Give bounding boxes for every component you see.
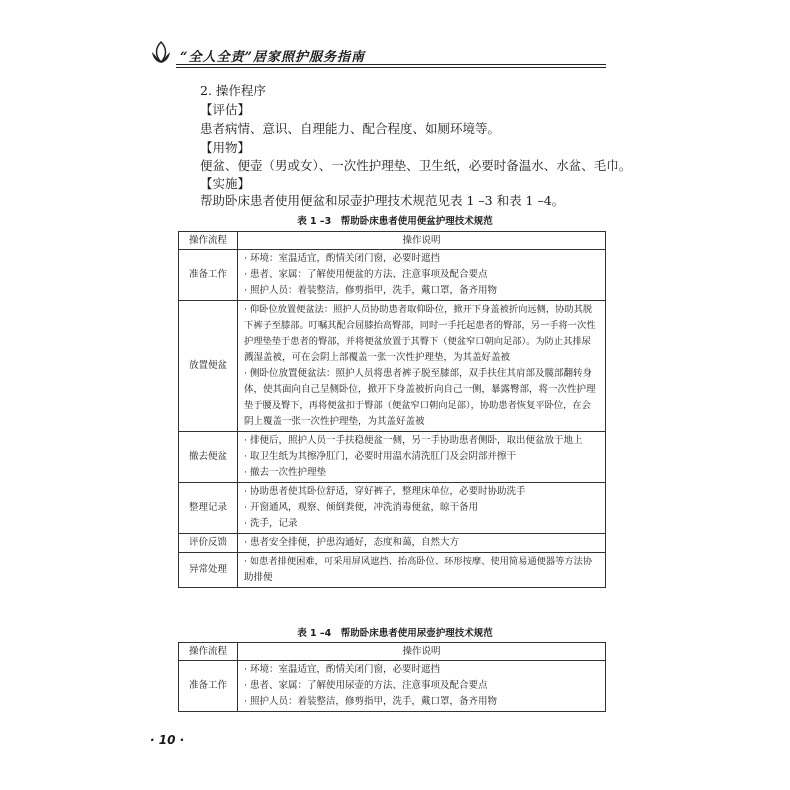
description-cell	[238, 483, 606, 534]
table-1-caption: 表 1 –3 帮助卧床患者使用便盆护理技术规范	[297, 216, 493, 227]
table-row	[179, 250, 606, 301]
description-line: · 照护人员：着装整洁，修剪指甲，洗手，戴口罩，备齐用物	[244, 285, 498, 296]
description-line: 助排便	[244, 572, 273, 583]
table-row	[179, 483, 606, 534]
description-line: · 环境：室温适宜，酌情关闭门窗，必要时遮挡	[244, 664, 441, 675]
step-cell: 准备工作	[179, 250, 238, 301]
column-header-description: 操作说明	[238, 643, 606, 661]
description-line: · 侧卧位放置便盆法：照护人员将患者裤子脱至膝部，双手扶住其肩部及髋部翻转身	[244, 368, 593, 379]
description-line: · 环境：室温适宜，酌情关闭门窗，必要时遮挡	[244, 253, 441, 264]
description-cell	[238, 301, 606, 432]
description-line: 体，使其面向自己呈侧卧位，掀开下身盖被折向自己一侧，暴露臀部，将一次性护理	[244, 384, 596, 395]
table-row	[179, 301, 606, 432]
step-cell: 整理记录	[179, 483, 238, 534]
description-cell	[238, 250, 606, 301]
description-line: · 照护人员：着装整洁，修剪指甲，洗手，戴口罩，备齐用物	[244, 696, 498, 707]
column-header-step: 操作流程	[179, 643, 238, 661]
description-line: 溅湿盖被，可在会阴上部覆盖一张一次性护理垫，为其盖好盖被	[244, 352, 511, 363]
running-header	[140, 40, 610, 80]
header-rule-thin	[176, 67, 606, 68]
page-number: · 10 ·	[150, 733, 185, 747]
table-row	[179, 432, 606, 483]
header-rule	[176, 64, 606, 65]
description-line: · 如患者排便困难，可采用屏风遮挡、抬高卧位、环形按摩、使用简易通便器等方法协	[244, 556, 593, 567]
description-cell	[238, 432, 606, 483]
description-line: · 排便后，照护人员一手扶稳便盆一侧，另一手协助患者侧卧，取出便盆放于地上	[244, 435, 583, 446]
description-line: · 患者安全排便，护患沟通好，态度和蔼，自然大方	[244, 537, 460, 548]
step-cell: 评价反馈	[179, 534, 238, 553]
impl-text: 帮助卧床患者使用便盆和尿壶护理技术规范见表 1 –3 和表 1 –4。	[200, 193, 565, 208]
description-line: 垫于腰及臀下，再将便盆扣于臀部（便盆窄口朝向足部），协助患者恢复平卧位，在会	[244, 400, 591, 411]
description-line: · 患者、家属：了解使用尿壶的方法、注意事项及配合要点	[244, 680, 488, 691]
supplies-text: 便盆、便壶（男或女）、一次性护理垫、卫生纸，必要时备温水、水盆、毛巾。	[200, 158, 632, 173]
description-line: 护理垫垫于患者的臀部，并将便盆放置于其臀下（便盆窄口朝向足部）。为防止其排尿	[244, 336, 591, 347]
impl-label: 【实施】	[200, 176, 251, 191]
description-line: 下裤子至膝部。叮嘱其配合屈膝抬高臀部，同时一手托起患者的臀部，另一手将一次性	[244, 320, 596, 331]
description-cell	[238, 553, 606, 588]
table-body	[179, 661, 606, 712]
assess-text: 患者病情、意识、自理能力、配合程度、如厕环境等。	[200, 121, 501, 136]
description-cell	[238, 534, 606, 553]
lotus-logo-icon	[150, 40, 172, 66]
urinal-procedure-table	[178, 642, 606, 712]
step-cell: 撤去便盆	[179, 432, 238, 483]
description-line: · 患者、家属：了解使用便盆的方法、注意事项及配合要点	[244, 269, 488, 280]
section-heading: 2. 操作程序	[200, 83, 266, 98]
description-cell	[238, 661, 606, 712]
table-row	[179, 534, 606, 553]
supplies-label: 【用物】	[200, 140, 251, 155]
table-header-row	[179, 643, 606, 661]
table-2-caption: 表 1 –4 帮助卧床患者使用尿壶护理技术规范	[297, 628, 493, 639]
description-line: · 协助患者使其卧位舒适，穿好裤子，整理床单位，必要时协助洗手	[244, 486, 526, 497]
header-title: “全人全责”居家照护服务指南	[180, 50, 365, 65]
table-row	[179, 661, 606, 712]
step-cell: 放置便盆	[179, 301, 238, 432]
description-line: · 开窗通风，观察、倾倒粪便，冲洗消毒便盆，晾干备用	[244, 502, 479, 513]
table-header-row	[179, 232, 606, 250]
step-cell: 异常处理	[179, 553, 238, 588]
description-line: · 仰卧位放置便盆法：照护人员协助患者取仰卧位，掀开下身盖被折向远侧，协助其脱	[244, 304, 593, 315]
column-header-description: 操作说明	[238, 232, 606, 250]
table-row	[179, 553, 606, 588]
bedpan-procedure-table	[178, 231, 606, 588]
assess-label: 【评估】	[200, 102, 251, 117]
description-line: 阴上覆盖一张一次性护理垫，为其盖好盖被	[244, 416, 425, 427]
table-body	[179, 250, 606, 588]
description-line: · 取卫生纸为其擦净肛门，必要时用温水清洗肛门及会阴部并擦干	[244, 451, 517, 462]
column-header-step: 操作流程	[179, 232, 238, 250]
description-line: · 撤去一次性护理垫	[244, 467, 327, 478]
step-cell: 准备工作	[179, 661, 238, 712]
description-line: · 洗手，记录	[244, 518, 298, 529]
